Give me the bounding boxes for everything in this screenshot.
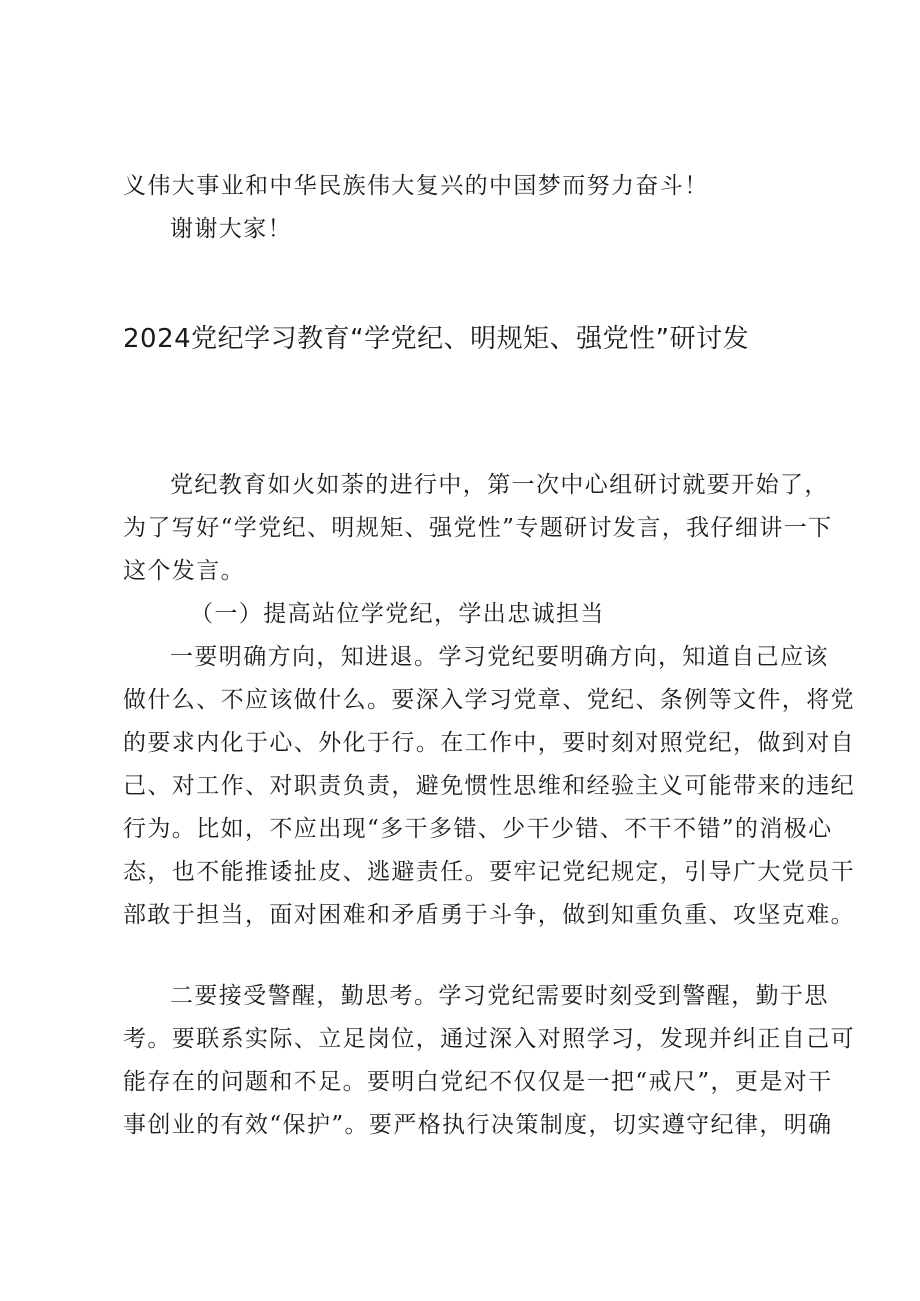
para1-line-1: 一要明确方向，知进退。学习党纪要明确方向，知道自己应该 (170, 644, 829, 670)
section-heading: （一）提高站位学党纪，学出忠诚担当 (190, 601, 605, 627)
document-title: 2024党纪学习教育“学党纪、明规矩、强党性”研讨发 (123, 324, 750, 354)
prev-closing-line: 义伟大事业和中华民族伟大复兴的中国梦而努力奋斗！ (123, 173, 709, 199)
intro-line-2: 为了写好“学党纪、明规矩、强党性”专题研讨发言，我仔细讲一下 (123, 515, 833, 541)
para2-line-1: 二要接受警醒，勤思考。学习党纪需要时刻受到警醒，勤于思 (170, 983, 829, 1009)
para1-line-5: 行为。比如，不应出现“多干多错、少干少错、不干不错”的消极心 (123, 816, 833, 842)
para1-line-2: 做什么、不应该做什么。要深入学习党章、党纪、条例等文件，将党 (123, 687, 855, 713)
para2-line-2: 考。要联系实际、立足岗位，通过深入对照学习，发现并纠正自己可 (123, 1026, 855, 1052)
para1-line-3: 的要求内化于心、外化于行。在工作中，要时刻对照党纪，做到对自 (123, 730, 855, 756)
intro-line-1: 党纪教育如火如荼的进行中，第一次中心组研讨就要开始了， (170, 472, 829, 498)
prev-thanks-line: 谢谢大家！ (170, 216, 292, 242)
para2-line-4: 事创业的有效“保护”。要严格执行决策制度，切实遵守纪律，明确 (123, 1112, 833, 1138)
para1-line-6: 态，也不能推诿扯皮、逃避责任。要牢记党纪规定，引导广大党员干 (123, 859, 855, 885)
intro-line-3: 这个发言。 (123, 558, 245, 584)
para1-line-7: 部敢于担当，面对困难和矛盾勇于斗争，做到知重负重、攻坚克难。 (123, 902, 855, 928)
para2-line-3: 能存在的问题和不足。要明白党纪不仅仅是一把“戒尺”，更是对干 (123, 1069, 833, 1095)
para1-line-4: 己、对工作、对职责负责，避免惯性思维和经验主义可能带来的违纪 (123, 773, 855, 799)
